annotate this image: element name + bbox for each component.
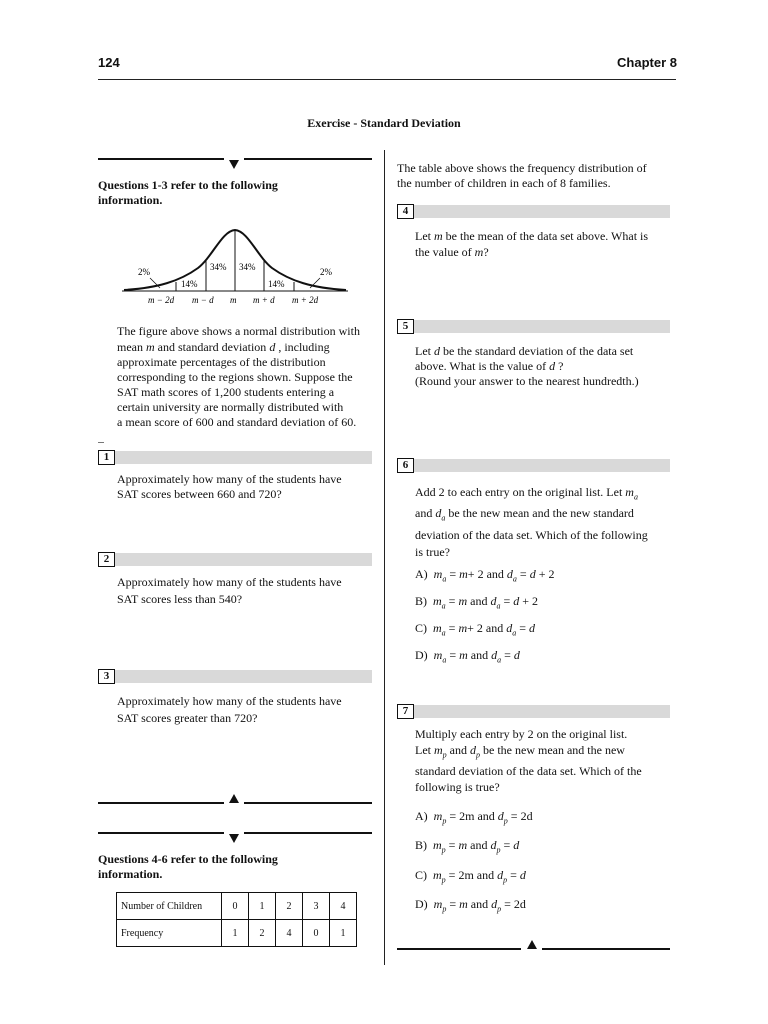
triangle-down-icon [229, 160, 239, 169]
question-bar [98, 670, 372, 683]
option-C[interactable]: C) $m_a = m+ 2$ and $d_a = d$ [415, 621, 536, 638]
exercise-title: Exercise - Standard Deviation [307, 116, 461, 130]
question-bar [397, 320, 670, 333]
section-separator [98, 158, 224, 160]
question-4-text: Let m be the mean of the data set above. What is the value of m? [415, 229, 649, 259]
question-number-1: 1 [98, 450, 115, 465]
option-A[interactable]: A) $m_a = m+ 2$ and $d_a = d + 2$ [415, 567, 555, 584]
table-description: The table above shows the frequency distribution of the number of children in each of 8 families. [397, 161, 647, 190]
section-separator [244, 802, 372, 804]
header-rule [98, 79, 676, 80]
section-separator [244, 832, 372, 834]
triangle-down-icon [229, 834, 239, 843]
question-6-text: Add 2 to each entry on the original list. Let $m_a$ and $d_a$ be the new mean and the new standard deviation of the data set. Which of the following is true? [415, 485, 648, 559]
question-number-4: 4 [397, 204, 414, 219]
question-bar [397, 459, 670, 472]
question-number-3: 3 [98, 669, 115, 684]
axis-label: m + d [253, 295, 275, 305]
question-bar [98, 553, 372, 566]
pct-label: 2% [138, 267, 150, 277]
triangle-up-icon [527, 940, 537, 949]
axis-label: m + 2d [292, 295, 319, 305]
option-D[interactable]: D) $m_a = m$ and $d_a = d$ [415, 648, 520, 665]
pct-label: 14% [181, 279, 198, 289]
option-C[interactable]: C) $m_p = 2m$ and $d_p = d$ [415, 868, 526, 885]
question-7-text: Multiply each entry by 2 on the original list. Let $m_p$ and $d_p$ be the new mean and the new standard deviation of the data set. Which of the following is true? [415, 727, 642, 795]
axis-label: m − d [192, 295, 214, 305]
pct-label: 2% [320, 267, 332, 277]
question-1-text: Approximately how many of the students have SAT scores between 660 and 720? [117, 472, 342, 501]
pct-label: 14% [268, 279, 285, 289]
page-number: 124 [98, 55, 120, 70]
option-D[interactable]: D) $m_p = m$ and $d_p = 2d$ [415, 897, 526, 914]
pct-label: 34% [210, 262, 227, 272]
axis-label: m − 2d [148, 295, 175, 305]
question-number-6: 6 [397, 458, 414, 473]
question-2-text: Approximately how many of the students have SAT scores less than 540? [117, 575, 342, 606]
question-5-text: Let d be the standard deviation of the data set above. What is the value of d ? (Round your answer to the nearest hundredth.) [415, 344, 639, 388]
option-A[interactable]: A) $m_p = 2m$ and $d_p = 2d$ [415, 809, 533, 826]
questions-4-6-intro: Questions 4-6 refer to the following information. [98, 852, 278, 881]
chapter-label: Chapter 8 [617, 55, 677, 70]
question-number-7: 7 [397, 704, 414, 719]
frequency-table [116, 892, 357, 947]
option-B[interactable]: B) $m_a = m$ and $d_a = d + 2$ [415, 594, 539, 611]
question-bar [98, 451, 372, 464]
section-separator [397, 948, 521, 950]
section-separator [98, 832, 224, 834]
option-B[interactable]: B) $m_p = m$ and $d_p = d$ [415, 838, 520, 855]
table-row: Frequency 1 2 4 0 1 [117, 920, 357, 947]
triangle-up-icon [229, 794, 239, 803]
question-3-text: Approximately how many of the students have SAT scores greater than 720? [117, 694, 342, 725]
section-separator [244, 158, 372, 160]
column-divider [384, 150, 385, 965]
table-row: Number of Children 0 1 2 3 4 [117, 893, 357, 920]
normal-distribution-figure [118, 226, 354, 306]
question-number-5: 5 [397, 319, 414, 334]
pct-label: 34% [239, 262, 256, 272]
question-bar [397, 205, 670, 218]
question-number-2: 2 [98, 552, 115, 567]
question-bar [397, 705, 670, 718]
axis-label: m [230, 295, 237, 305]
section-separator [542, 948, 670, 950]
section-separator [98, 802, 224, 804]
questions-1-3-intro: Questions 1-3 refer to the following information. [98, 178, 278, 207]
